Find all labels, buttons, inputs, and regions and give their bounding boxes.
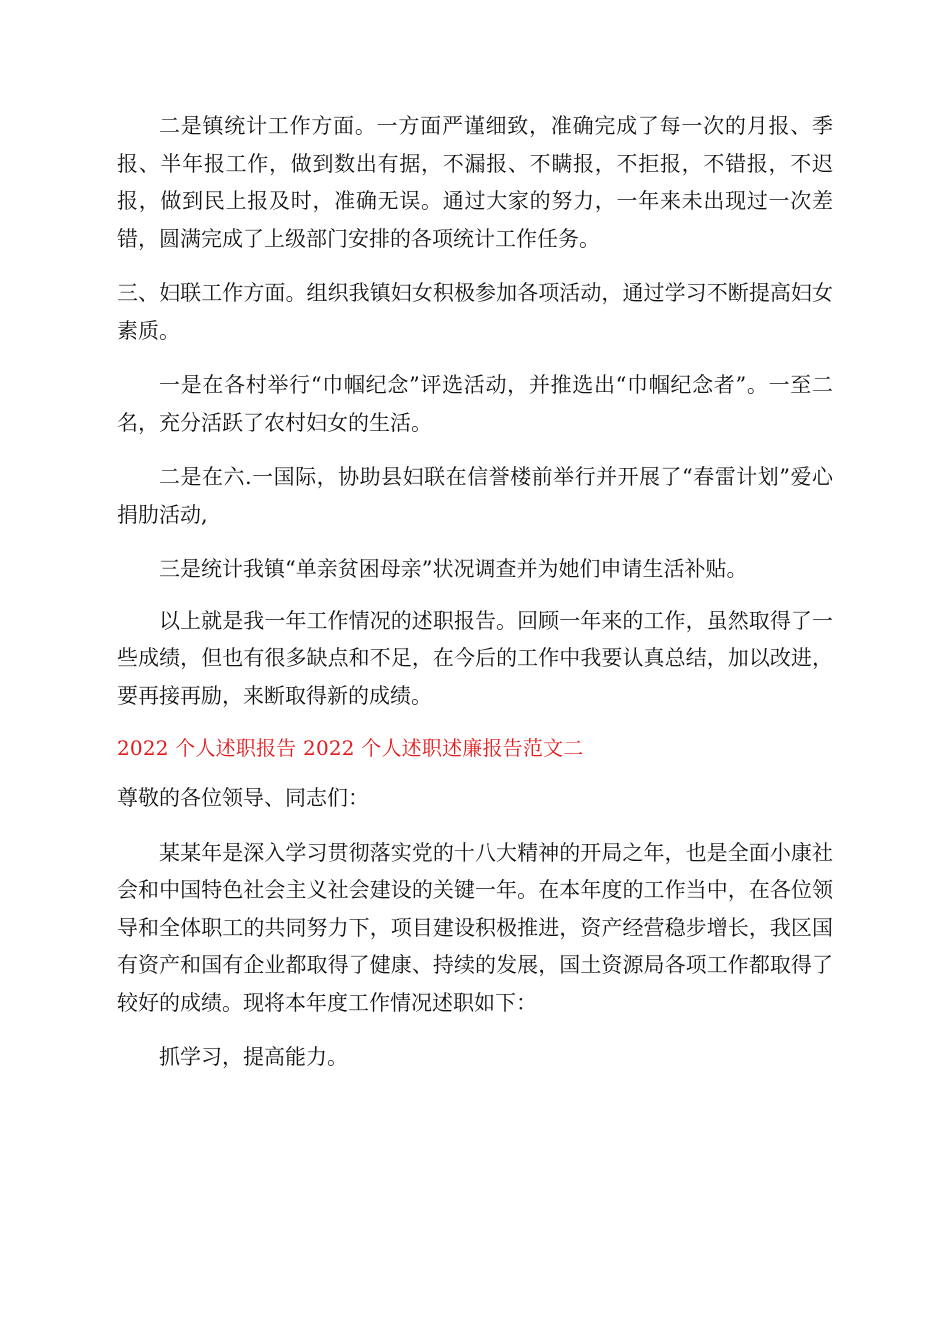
paragraph-activity-two: 二是在六.一国际，协助县妇联在信誉楼前举行并开展了“春雷计划”爱心捐肋活动, xyxy=(117,465,833,527)
paragraph-activity-one: 一是在各村举行“巾帼纪念”评选活动，并推选出“巾帼纪念者”。一至二名，充分活跃了农村妇女的生活。 xyxy=(117,373,833,435)
salutation: 尊敬的各位领导、同志们： xyxy=(117,786,369,810)
paragraph-activity-three: 三是统计我镇“单亲贫困母亲”状况调查并为她们申请生活补贴。 xyxy=(159,557,748,581)
paragraph-conclusion: 以上就是我一年工作情况的述职报告。回顾一年来的工作，虽然取得了一些成绩，但也有很多缺点和不足，在今后的工作中我要认真总结，加以改进，要再接再励，来断取得新的成绩。 xyxy=(117,608,833,708)
document-page xyxy=(117,108,833,1077)
paragraph-womens-federation: 三、妇联工作方面。组织我镇妇女积极参加各项活动，通过学习不断提高妇女素质。 xyxy=(117,281,833,343)
paragraph-study-ability: 抓学习，提高能力。 xyxy=(159,1045,348,1069)
paragraph-introduction: 某某年是深入学习贯彻落实党的十八大精神的开局之年，也是全面小康社会和中国特色社会主义社会建设的关键一年。在本年度的工作当中，在各位领导和全体职工的共同努力下，项目建设积极推进，资产经营稳步增长，我区国有资产和国有企业都取得了健康、持续的发展，国土资源局各项工作都取得了较好的成绩。现将本年度工作情况述职如下： xyxy=(117,840,833,1015)
section-heading: 2022 个人述职报告 2022 个人述职述廉报告范文二 xyxy=(117,736,584,760)
paragraph-statistics-work: 二是镇统计工作方面。一方面严谨细致，准确完成了每一次的月报、季报、半年报工作，做到数出有据，不漏报、不瞒报，不拒报，不错报，不迟报，做到民上报及时，准确无误。通过大家的努力，一年来未出现过一次差错，圆满完成了上级部门安排的各项统计工作任务。 xyxy=(117,114,833,251)
